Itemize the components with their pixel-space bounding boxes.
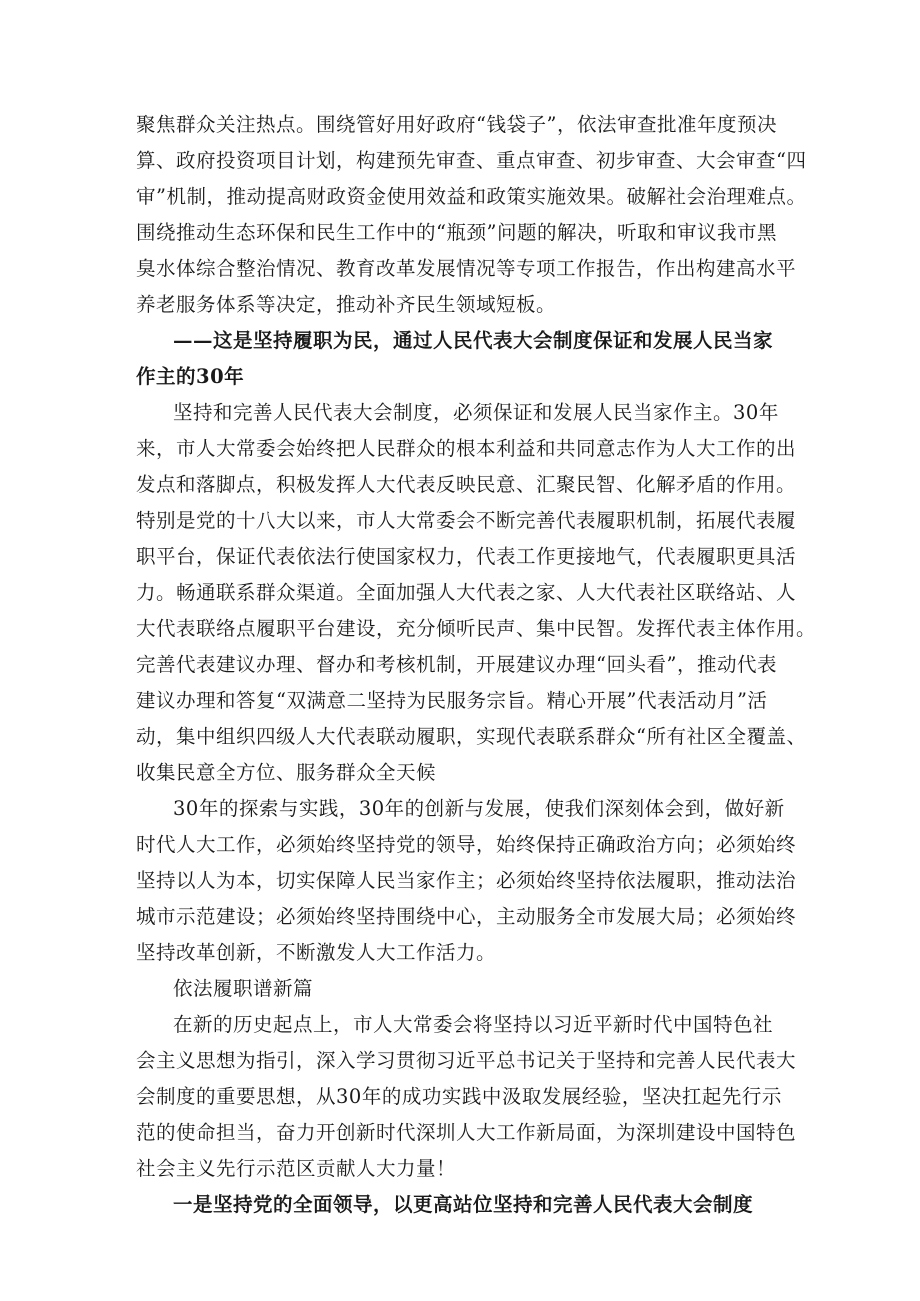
paragraph-line: 坚持以人为本，切实保障人民当家作主；必须始终坚持依法履职，推动法治: [136, 869, 797, 892]
section-heading: 作主的30年: [136, 365, 245, 388]
section-heading: 一是坚持党的全面领导，以更高站位坚持和完善人民代表大会制度: [173, 1193, 754, 1216]
paragraph-line: 力。畅通联系群众渠道。全面加强人大代表之家、人大代表社区联络站、人: [136, 581, 797, 604]
paragraph-line: 来，市人大常委会始终把人民群众的根本利益和共同意志作为人大工作的出: [136, 437, 797, 460]
paragraph-line: 社会主义先行示范区贡献人大力量！: [136, 1157, 457, 1180]
paragraph-line: 审”机制，推动提高财政资金使用效益和政策实施效果。破解社会治理难点。: [136, 185, 807, 208]
paragraph-line: 建议办理和答复“双满意二坚持为民服务宗旨。精心开展”代表活动月”活: [136, 689, 768, 712]
paragraph-line: 30年的探索与实践，30年的创新与发展，使我们深刻体会到，做好新: [173, 797, 785, 820]
paragraph-line: 范的使命担当，奋力开创新时代深圳人大工作新局面，为深圳建设中国特色: [136, 1121, 797, 1144]
paragraph-line: 城市示范建设；必须始终坚持围绕中心，主动服务全市发展大局；必须始终: [136, 905, 797, 928]
paragraph-line: 发点和落脚点，积极发挥人大代表反映民意、汇聚民智、化解矛盾的作用。: [136, 473, 797, 496]
paragraph-line: 收集民意全方位、服务群众全天候: [136, 761, 437, 784]
paragraph-line: 动，集中组织四级人大代表联动履职，实现代表联系群众“所有社区全覆盖、: [136, 725, 807, 748]
paragraph-line: 臭水体综合整治情况、教育改革发展情况等专项工作报告，作出构建高水平: [136, 257, 797, 280]
paragraph-line: 坚持改革创新，不断激发人大工作活力。: [136, 941, 497, 964]
paragraph-line: 时代人大工作，必须始终坚持党的领导，始终保持正确政治方向；必须始终: [136, 833, 797, 856]
paragraph-line: 养老服务体系等决定，推动补齐民生领域短板。: [136, 293, 557, 316]
paragraph-line: 特别是党的十八大以来，市人大常委会不断完善代表履职机制，拓展代表履: [136, 509, 797, 532]
paragraph-line: 完善代表建议办理、督办和考核机制，开展建议办理“回头看”，推动代表: [136, 653, 777, 676]
section-subheading: 依法履职谱新篇: [173, 977, 314, 1000]
paragraph-line: 会主义思想为指引，深入学习贯彻习近平总书记关于坚持和完善人民代表大: [136, 1049, 797, 1072]
paragraph-line: 在新的历史起点上，市人大常委会将坚持以习近平新时代中国特色社: [173, 1013, 774, 1036]
paragraph-line: 大代表联络点履职平台建设，充分倾听民声、集中民智。发挥代表主体作用。: [136, 617, 817, 640]
paragraph-line: 聚焦群众关注热点。围绕管好用好政府“钱袋子”，依法审查批准年度预决: [136, 113, 777, 136]
paragraph-line: 围绕推动生态环保和民生工作中的“瓶颈”问题的解决，听取和审议我市黑: [136, 221, 777, 244]
paragraph-line: 职平台，保证代表依法行使国家权力，代表工作更接地气，代表履职更具活: [136, 545, 797, 568]
paragraph-line: 会制度的重要思想，从30年的成功实践中汲取发展经验，坚决扛起先行示: [136, 1085, 782, 1108]
paragraph-line: 坚持和完善人民代表大会制度，必须保证和发展人民当家作主。30年: [173, 401, 779, 424]
section-heading: ——这是坚持履职为民，通过人民代表大会制度保证和发展人民当家: [173, 329, 774, 352]
paragraph-line: 算、政府投资项目计划，构建预先审查、重点审查、初步审查、大会审查“四: [136, 149, 807, 172]
